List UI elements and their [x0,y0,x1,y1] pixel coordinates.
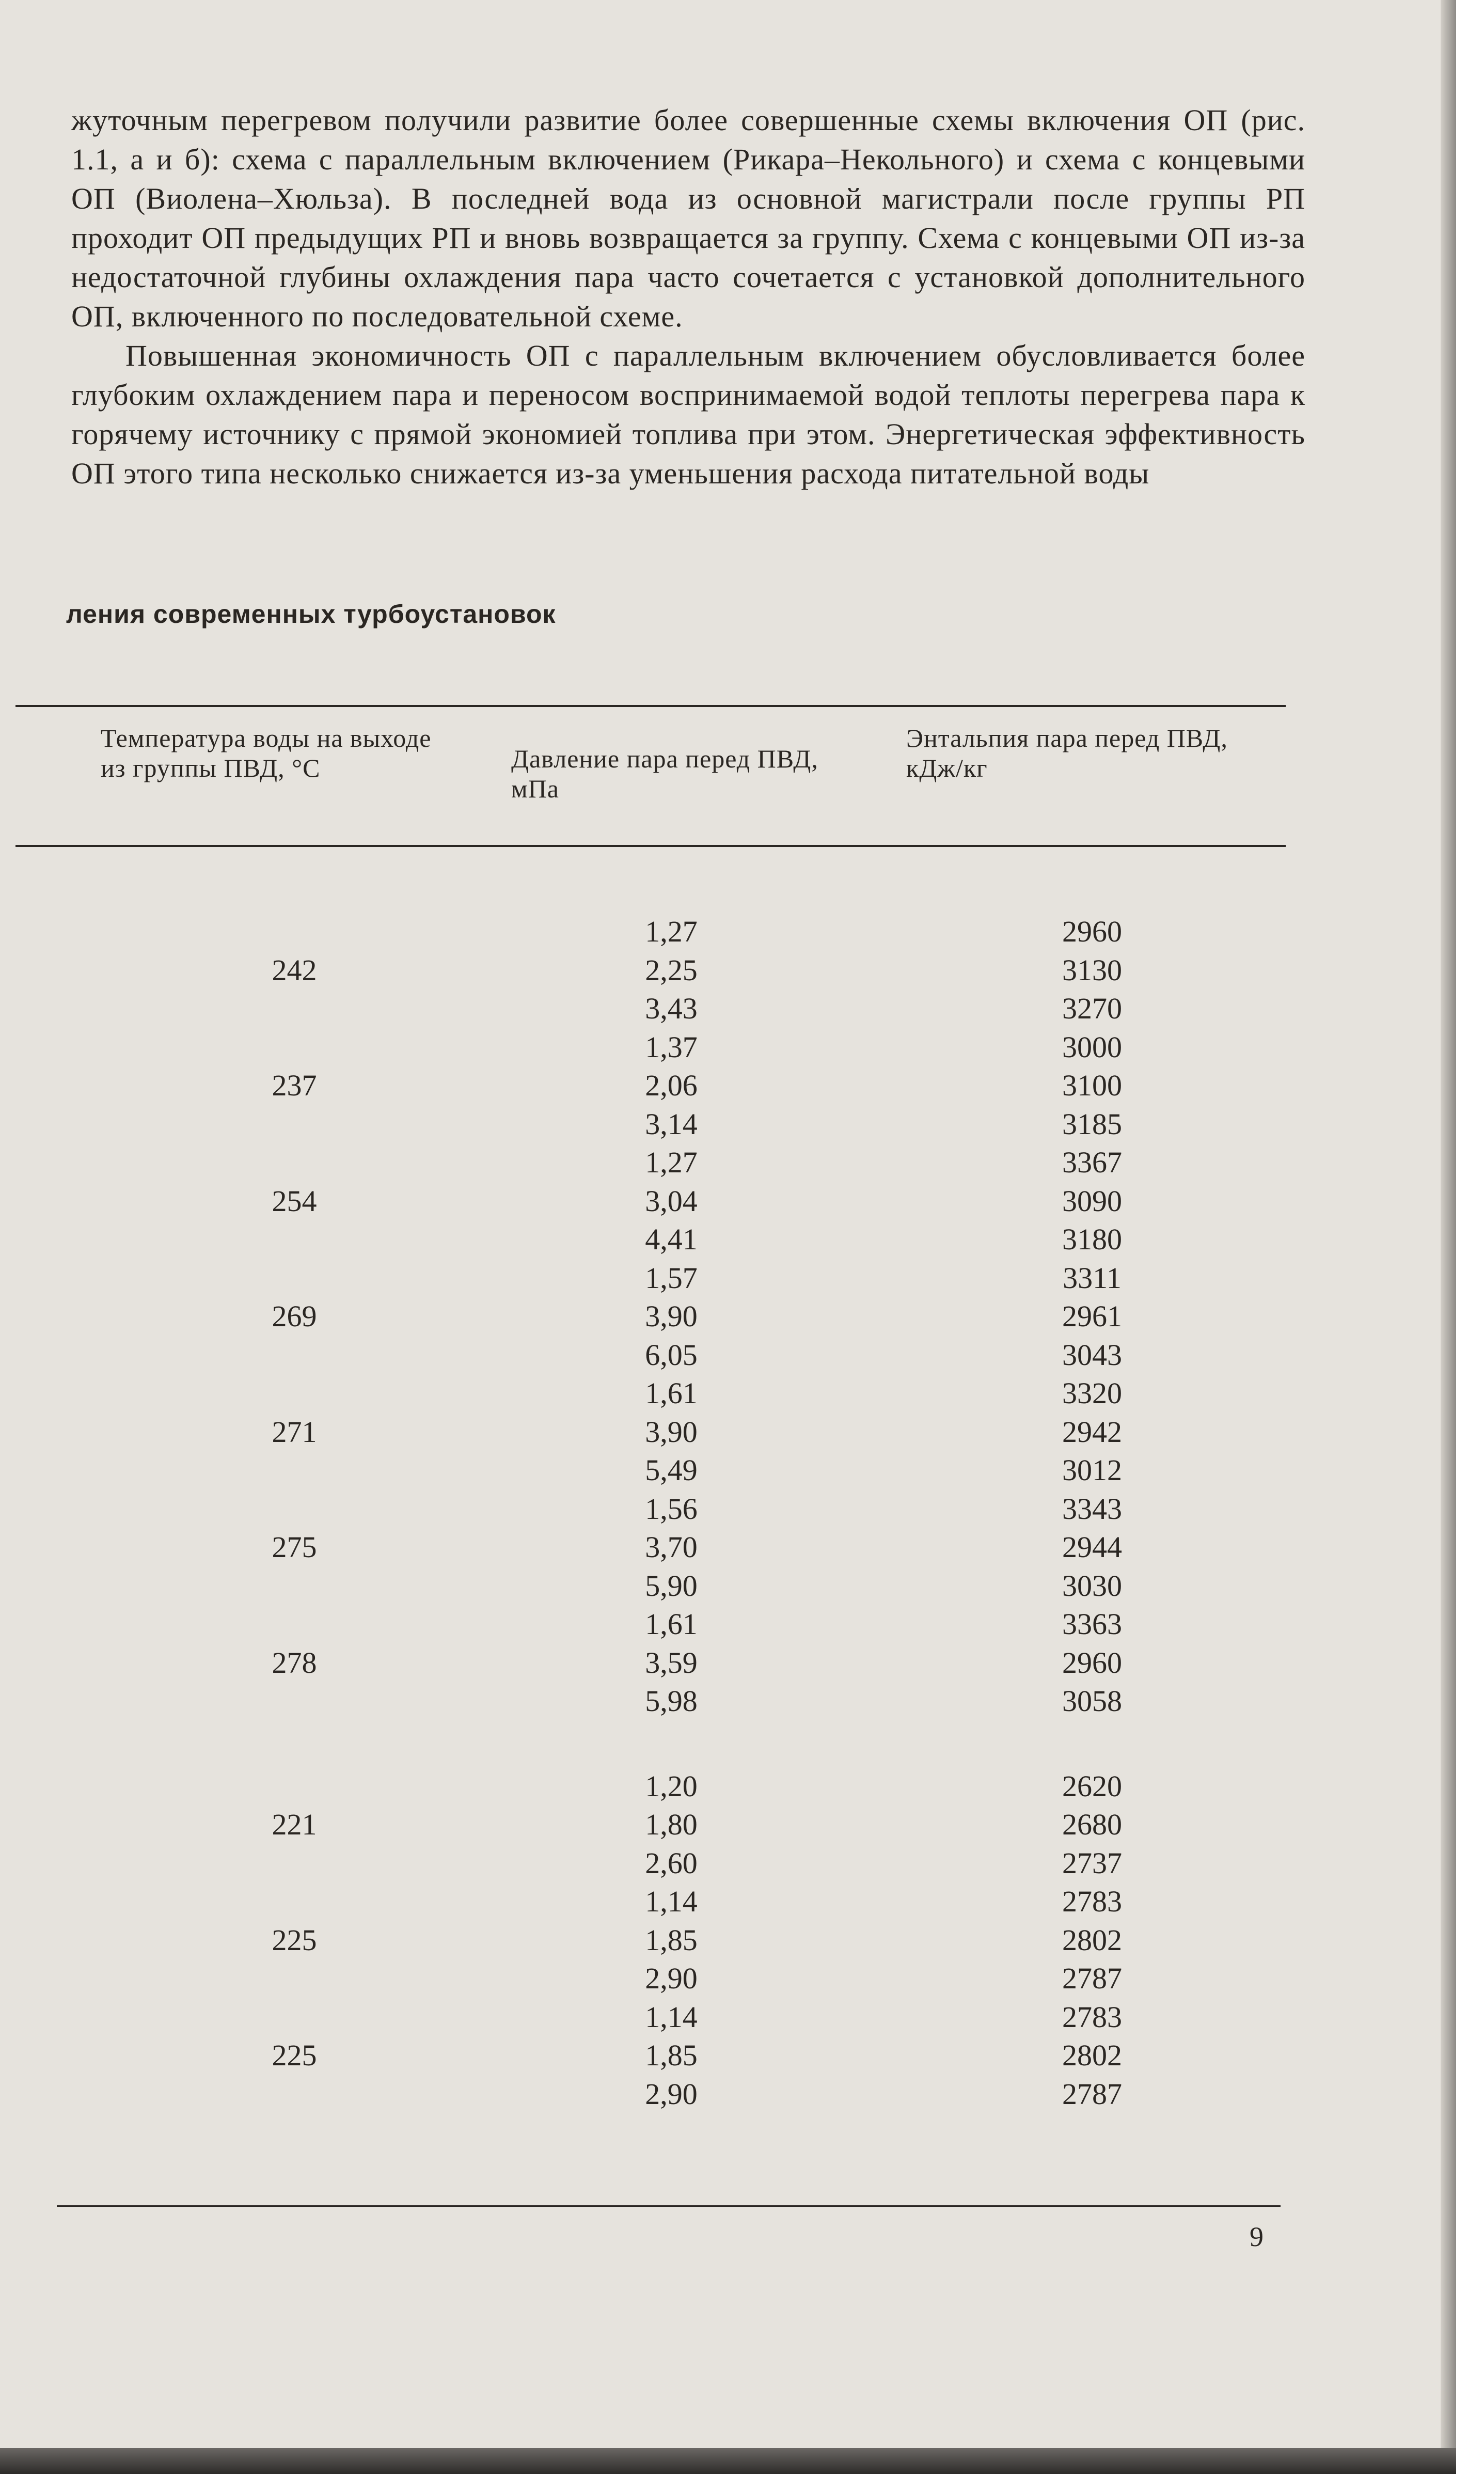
pressure-cell: 2,60 [645,1846,698,1880]
table-caption: ления современных турбоустановок [66,600,556,629]
page-bottom-shadow [0,2448,1456,2474]
enthalpy-cell: 3180 [1062,1222,1122,1256]
enthalpy-cell: 3320 [1062,1376,1122,1410]
enthalpy-cell: 2802 [1062,2038,1122,2072]
table-top-rule [15,705,1286,707]
enthalpy-cell: 3185 [1062,1107,1122,1141]
pressure-cell: 1,80 [645,1808,698,1841]
body-text [71,101,1305,493]
page-edge-shadow [1441,0,1456,2474]
pressure-cell: 1,37 [645,1030,698,1064]
enthalpy-cell: 2961 [1062,1299,1122,1333]
enthalpy-cell: 2787 [1062,2077,1122,2111]
header-enthalpy: Энтальпия пара перед ПВД, кДж/кг [906,724,1228,782]
temperature-cell: 278 [272,1645,317,1680]
enthalpy-cell: 2787 [1062,1962,1122,1995]
enthalpy-cell: 3311 [1063,1261,1122,1295]
pressure-cell: 3,90 [645,1299,698,1333]
pressure-cell: 1,56 [645,1492,698,1526]
table-header-rule [15,845,1286,847]
enthalpy-cell: 3090 [1062,1184,1122,1218]
temperature-cell: 221 [272,1808,317,1841]
temperature-cell: 269 [272,1299,317,1333]
temperature-cell: 225 [272,1923,317,1957]
enthalpy-cell: 3030 [1062,1568,1122,1603]
enthalpy-cell: 2783 [1062,1885,1122,1918]
pressure-cell: 1,27 [645,915,698,948]
page-number: 9 [1250,2221,1264,2252]
pressure-cell: 2,06 [645,1069,698,1102]
paragraph-1: жуточным перегревом получили развитие более совершенные схемы включения ОП (рис. 1.1, а и б): схема с параллельным включением (Рикара–Некольного) и схема с концевыми ОП (Виолена–Хюльза). В последней вода из основной магистрали после группы РП проходит ОП предыдущих РП и вновь возвращается за группу. Схема с концевыми ОП из-за недостаточной глубины охлаждения пара часто сочетается с установкой дополнительного ОП, включенного по последовательной схеме. [71,103,1305,333]
enthalpy-cell: 2944 [1062,1530,1122,1564]
enthalpy-cell: 3363 [1062,1607,1122,1641]
pressure-cell: 1,61 [645,1376,698,1410]
enthalpy-cell: 3058 [1062,1684,1122,1718]
enthalpy-cell: 3012 [1062,1453,1122,1487]
temperature-cell: 254 [272,1184,317,1218]
pressure-cell: 5,49 [645,1453,698,1487]
enthalpy-cell: 3343 [1062,1492,1122,1526]
temperature-cell: 275 [272,1530,317,1564]
header-pressure: Давление пара перед ПВД, мПа [511,744,818,803]
temperature-cell: 225 [272,2038,317,2072]
enthalpy-cell: 2737 [1062,1846,1122,1880]
enthalpy-cell: 2802 [1062,1923,1122,1957]
pressure-cell: 2,90 [645,2077,698,2111]
paragraph-2: Повышенная экономичность ОП с параллельным включением обусловливается более глубоким охлаждением пара и переносом воспринимаемой водой теплоты перегрева пара к горячему источнику с прямой экономией топлива при этом. Энергетическая эффективность ОП этого типа несколько снижается из-за уменьшения расхода питательной воды [71,339,1305,490]
pressure-cell: 6,05 [645,1338,698,1372]
pressure-cell: 3,43 [645,992,698,1025]
pressure-cell: 3,14 [645,1107,698,1141]
pressure-cell: 2,25 [645,953,698,987]
pressure-cell: 1,61 [645,1607,698,1641]
enthalpy-cell: 3043 [1062,1338,1122,1372]
pressure-cell: 3,04 [645,1184,698,1218]
temperature-cell: 271 [272,1415,317,1449]
enthalpy-cell: 3130 [1062,953,1122,987]
pressure-cell: 1,85 [645,1923,698,1957]
enthalpy-cell: 3000 [1062,1030,1122,1064]
pressure-cell: 4,41 [645,1222,698,1256]
pressure-cell: 1,57 [645,1261,698,1295]
bottom-rule [57,2205,1281,2207]
pressure-cell: 5,98 [645,1684,698,1718]
enthalpy-cell: 3270 [1062,992,1122,1025]
pressure-cell: 1,27 [645,1146,698,1179]
enthalpy-cell: 2960 [1062,1645,1122,1680]
pressure-cell: 1,14 [645,2000,698,2034]
pressure-cell: 3,90 [645,1415,698,1449]
enthalpy-cell: 2783 [1062,2000,1122,2034]
pressure-cell: 3,70 [645,1530,698,1564]
pressure-cell: 2,90 [645,1962,698,1995]
enthalpy-cell: 2620 [1062,1769,1122,1803]
enthalpy-cell: 2680 [1062,1808,1122,1841]
enthalpy-cell: 3367 [1062,1146,1122,1179]
pressure-cell: 1,14 [645,1885,698,1918]
enthalpy-cell: 2960 [1062,915,1122,948]
pressure-cell: 1,85 [645,2038,698,2072]
header-temperature: Температура воды на выходе из группы ПВД, °С [101,724,432,782]
temperature-cell: 242 [272,953,317,987]
enthalpy-cell: 2942 [1062,1415,1122,1449]
pressure-cell: 5,90 [645,1568,698,1603]
pressure-cell: 3,59 [645,1645,698,1680]
enthalpy-cell: 3100 [1062,1069,1122,1102]
temperature-cell: 237 [272,1069,317,1102]
pressure-cell: 1,20 [645,1769,698,1803]
